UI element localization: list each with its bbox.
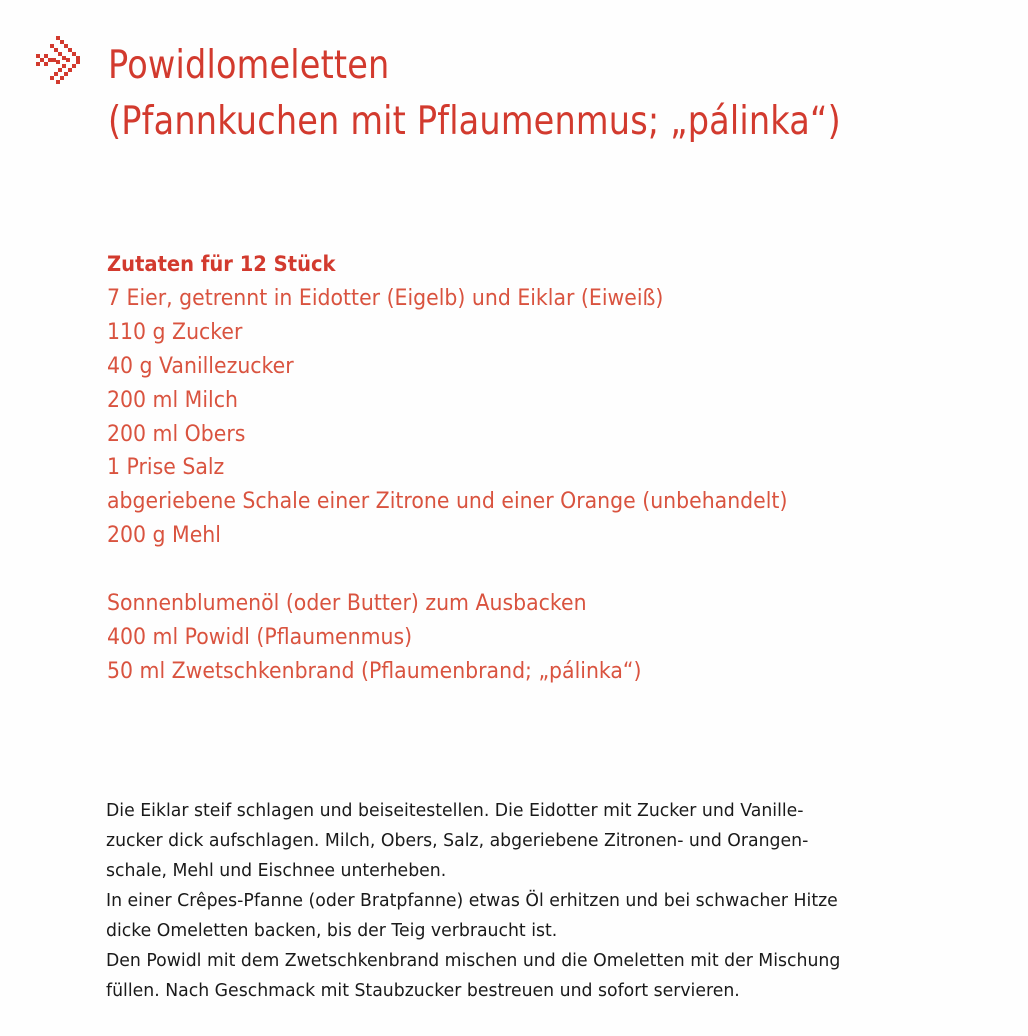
instruction-line: dicke Omeletten backen, bis der Teig verbraucht ist.: [106, 920, 558, 941]
ingredient-item: abgeriebene Schale einer Zitrone und einer Orange (unbehandelt): [107, 489, 788, 515]
ingredient-item: 50 ml Zwetschkenbrand (Pflaumenbrand; „pálinka“): [107, 658, 642, 684]
ingredient-item: 1 Prise Salz: [107, 455, 225, 481]
instruction-line: zucker dick aufschlagen. Milch, Obers, Salz, abgeriebene Zitronen- und Orangen-: [106, 830, 809, 851]
ingredient-item: 110 g Zucker: [107, 319, 243, 345]
instruction-line: füllen. Nach Geschmack mit Staubzucker bestreuen und sofort servieren.: [106, 980, 740, 1001]
ingredient-item: Sonnenblumenöl (oder Butter) zum Ausbacken: [107, 591, 587, 617]
ingredients-list: [107, 248, 787, 689]
ingredients-heading: Zutaten für 12 Stück: [107, 252, 336, 276]
recipe-title: [108, 38, 841, 150]
instructions-text: [106, 796, 874, 1006]
ingredient-item: 7 Eier, getrennt in Eidotter (Eigelb) und Eiklar (Eiweiß): [107, 285, 664, 311]
ingredient-group-spacer: [107, 553, 787, 587]
instruction-line: In einer Crêpes-Pfanne (oder Bratpfanne) etwas Öl erhitzen und bei schwacher Hitze: [106, 890, 838, 911]
ingredient-item: 400 ml Powidl (Pflaumenmus): [107, 625, 413, 651]
ingredient-item: 200 ml Milch: [107, 387, 238, 413]
ingredient-item: 40 g Vanillezucker: [107, 353, 294, 379]
title-line-1: Powidlomeletten: [108, 43, 390, 88]
ingredient-item: 200 g Mehl: [107, 523, 221, 549]
arrow-ornament-icon: [34, 34, 82, 90]
ingredient-item: 200 ml Obers: [107, 421, 246, 447]
title-line-2: (Pfannkuchen mit Pflaumenmus; „pálinka“): [108, 99, 841, 144]
instruction-line: Den Powidl mit dem Zwetschkenbrand mischen und die Omeletten mit der Mischung: [106, 950, 841, 971]
instruction-line: schale, Mehl und Eischnee unterheben.: [106, 860, 447, 881]
instruction-line: Die Eiklar steif schlagen und beiseitestellen. Die Eidotter mit Zucker und Vanille-: [106, 800, 804, 821]
